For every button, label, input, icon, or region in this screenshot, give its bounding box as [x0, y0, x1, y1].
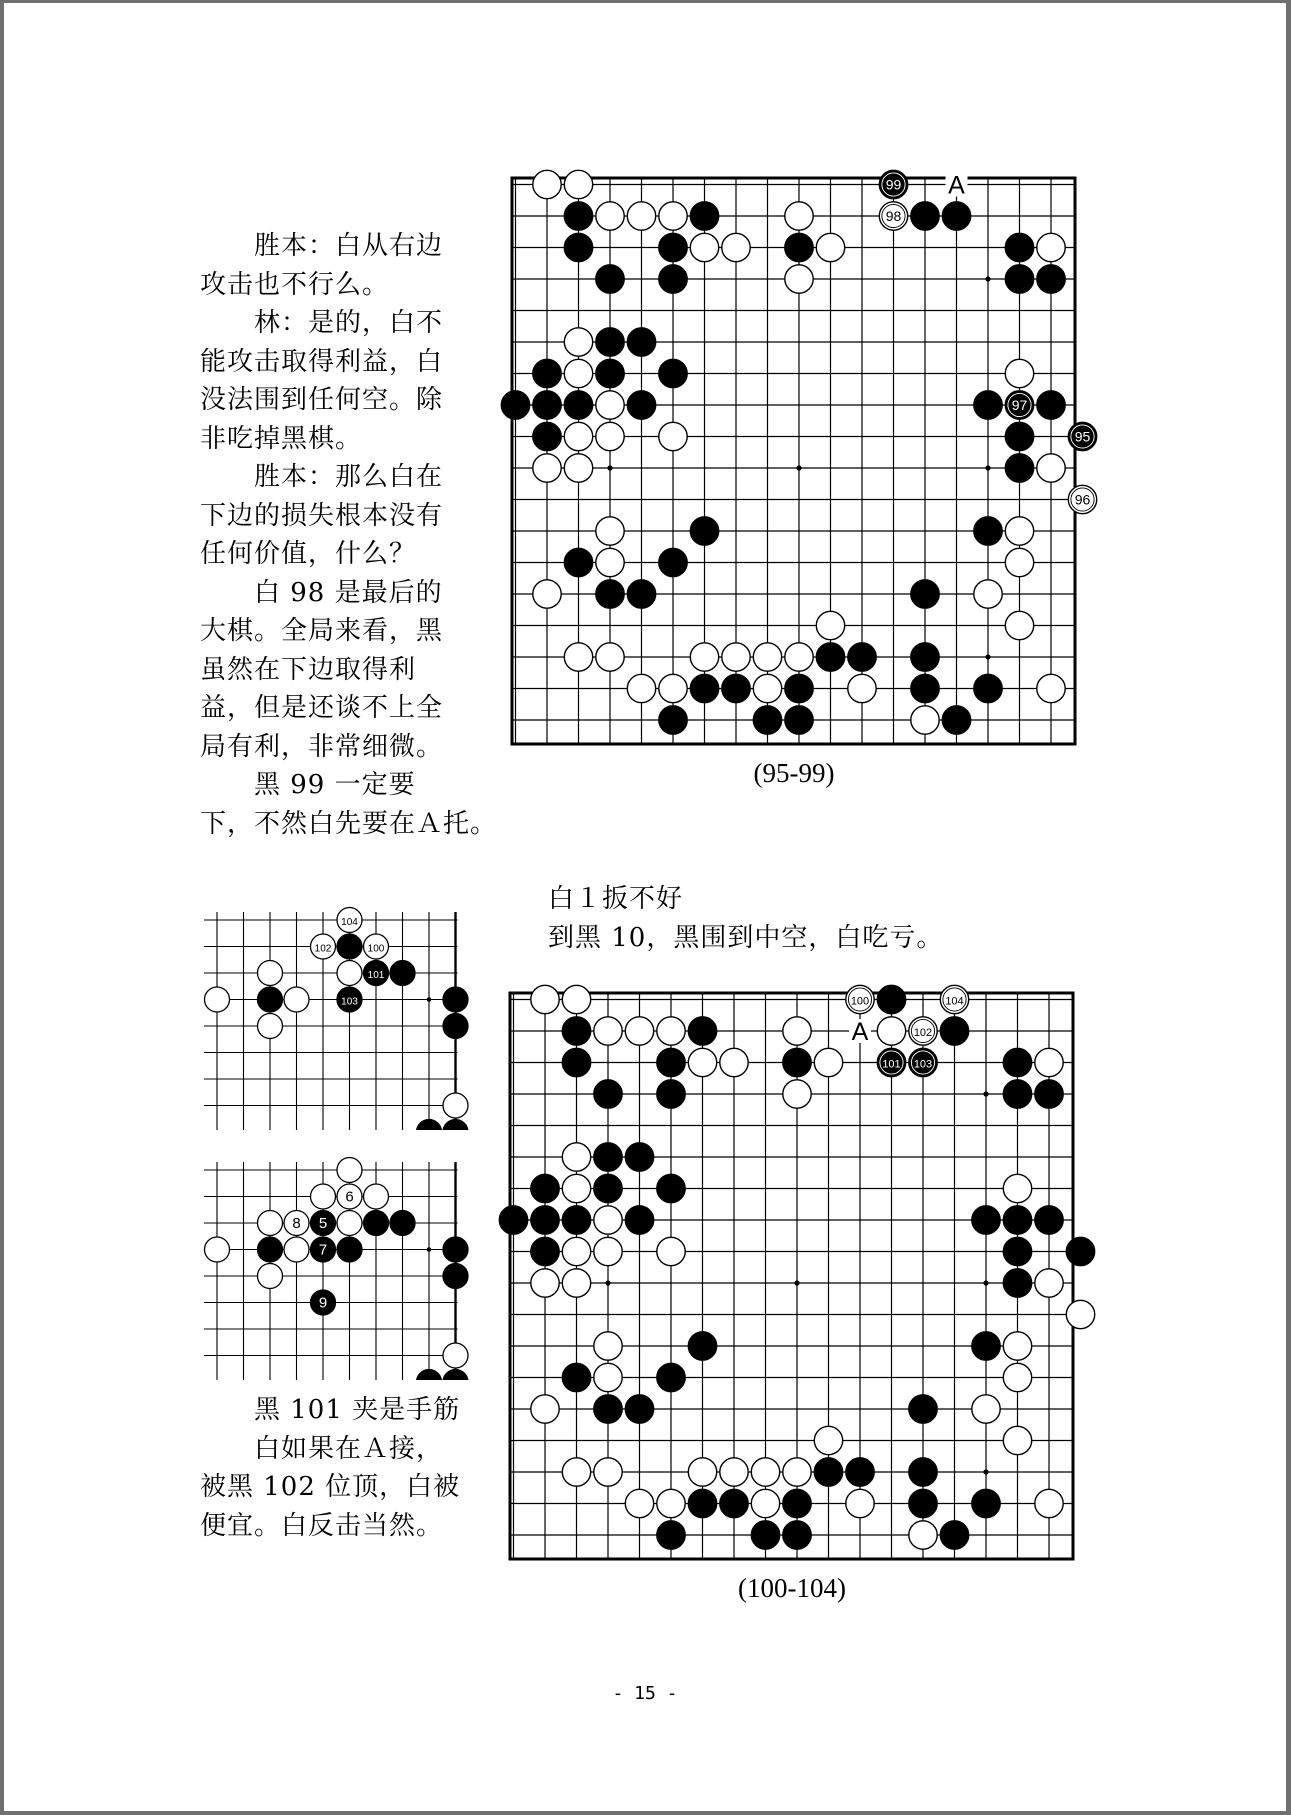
black-stone — [783, 1489, 811, 1517]
move-number: 99 — [885, 176, 902, 193]
text-line: 益，但是还谈不上全 — [200, 693, 444, 723]
white-stone — [690, 233, 718, 261]
text-line: 胜本：白从右边 — [200, 231, 444, 261]
white-stone — [1005, 359, 1033, 387]
move-number: 100 — [850, 995, 870, 1008]
black-stone — [443, 1370, 468, 1381]
white-stone — [659, 422, 687, 450]
black-stone — [564, 233, 592, 261]
white-stone — [690, 643, 718, 671]
black-stone — [562, 1206, 590, 1234]
black-stone — [625, 1143, 653, 1171]
black-stone — [311, 1290, 336, 1315]
white-stone — [974, 580, 1002, 608]
black-stone — [911, 674, 939, 702]
text-line: 下边的损失根本没有 — [200, 500, 444, 531]
star-point — [985, 276, 990, 281]
white-stone — [1003, 1426, 1031, 1454]
black-stone — [594, 1080, 622, 1108]
white-stone — [846, 1489, 874, 1517]
white-stone — [940, 985, 968, 1013]
white-stone — [627, 202, 655, 230]
text-line: 攻击也不行么。 — [200, 269, 390, 300]
black-stone — [258, 987, 283, 1012]
commentary-text-100-104 — [200, 1391, 460, 1545]
black-stone — [940, 1521, 968, 1549]
white-stone — [594, 1017, 622, 1045]
black-stone — [443, 1120, 468, 1131]
text-line: 大棋。全局来看，黑 — [200, 616, 444, 646]
black-stone — [877, 1048, 905, 1076]
black-stone — [690, 517, 718, 545]
star-point — [605, 1280, 610, 1285]
black-stone — [690, 202, 718, 230]
text-line: 胜本：那么白在 — [200, 462, 444, 492]
black-stone — [596, 265, 624, 293]
white-stone — [531, 985, 559, 1013]
white-stone — [722, 643, 750, 671]
white-stone — [337, 1158, 362, 1183]
black-stone — [911, 643, 939, 671]
black-stone — [596, 580, 624, 608]
black-stone — [816, 643, 844, 671]
black-stone — [390, 961, 415, 986]
star-point — [427, 1247, 432, 1252]
white-stone — [720, 1048, 748, 1076]
black-stone — [1037, 265, 1065, 293]
black-stone — [688, 1017, 716, 1045]
white-stone — [688, 1048, 716, 1076]
black-stone — [443, 987, 468, 1012]
star-point — [983, 1469, 988, 1474]
black-stone — [625, 1395, 653, 1423]
black-stone — [627, 391, 655, 419]
text-line: 虽然在下边取得利 — [200, 654, 417, 685]
white-stone — [1037, 233, 1065, 261]
white-stone — [533, 580, 561, 608]
black-stone — [625, 1206, 653, 1234]
move-number: 6 — [345, 1188, 354, 1206]
move-number: 96 — [1074, 491, 1091, 508]
point-marker: A — [851, 1018, 869, 1046]
white-stone — [562, 1269, 590, 1297]
black-stone — [1068, 422, 1096, 450]
black-stone — [531, 1174, 559, 1202]
white-stone — [909, 1017, 937, 1045]
white-stone — [284, 987, 309, 1012]
black-stone — [657, 1363, 685, 1391]
move-number: 95 — [1074, 428, 1091, 445]
white-stone — [783, 1017, 811, 1045]
black-stone — [390, 1211, 415, 1236]
black-stone — [531, 1206, 559, 1234]
black-stone — [909, 1458, 937, 1486]
move-number: 103 — [913, 1058, 933, 1071]
black-stone — [720, 1489, 748, 1517]
text-line: 局有利，非常细微。 — [200, 731, 444, 762]
black-stone — [1005, 454, 1033, 482]
white-stone — [562, 1458, 590, 1486]
white-stone — [659, 674, 687, 702]
white-stone — [816, 611, 844, 639]
go-variation-diagram-1 — [194, 898, 504, 1130]
black-stone — [1005, 265, 1033, 293]
white-stone — [564, 170, 592, 198]
white-stone — [205, 1237, 230, 1262]
white-stone — [814, 1426, 842, 1454]
diagram-caption-95-99: (95-99) — [753, 758, 835, 788]
white-stone — [596, 202, 624, 230]
black-stone — [659, 359, 687, 387]
white-stone — [877, 1017, 905, 1045]
white-stone — [284, 1237, 309, 1262]
move-number: 102 — [913, 1027, 933, 1039]
star-point — [983, 1091, 988, 1096]
commentary-text-95-99 — [200, 227, 497, 843]
move-number: 102 — [314, 943, 332, 955]
white-stone — [596, 422, 624, 450]
white-stone — [625, 1017, 653, 1045]
text-line: 便宜。白反击当然。 — [200, 1510, 444, 1541]
black-stone — [562, 1048, 590, 1076]
white-stone — [785, 643, 813, 671]
black-stone — [879, 170, 907, 198]
black-stone — [337, 1237, 362, 1262]
white-stone — [720, 1458, 748, 1486]
black-stone — [751, 1521, 779, 1549]
white-stone — [785, 202, 813, 230]
white-stone — [1035, 1269, 1063, 1297]
black-stone — [1005, 422, 1033, 450]
white-stone — [848, 674, 876, 702]
black-stone — [417, 1370, 442, 1381]
black-stone — [1003, 1269, 1031, 1297]
move-number: 9 — [318, 1294, 328, 1312]
text-line: 黑 101 夹是手筋 — [200, 1395, 461, 1425]
black-stone — [657, 1080, 685, 1108]
black-stone — [627, 580, 655, 608]
text-line: 白如果在Ａ接， — [200, 1433, 444, 1464]
white-stone — [1003, 1332, 1031, 1360]
black-stone — [722, 674, 750, 702]
white-stone — [564, 643, 592, 671]
black-stone — [531, 1237, 559, 1265]
text-line: 黑 99 一定要 — [200, 770, 416, 800]
white-stone — [627, 674, 655, 702]
white-stone — [311, 934, 336, 959]
black-stone — [562, 1017, 590, 1045]
white-stone — [785, 265, 813, 293]
go-board-diagram-100-104 — [482, 968, 1102, 1568]
black-stone — [562, 1363, 590, 1391]
move-number: 103 — [341, 996, 358, 1008]
black-stone — [911, 580, 939, 608]
page-number: - 15 - — [612, 1683, 678, 1704]
white-stone — [594, 1332, 622, 1360]
black-stone — [942, 706, 970, 734]
black-stone — [1003, 1080, 1031, 1108]
white-stone — [596, 517, 624, 545]
white-stone — [311, 1184, 336, 1209]
white-stone — [659, 202, 687, 230]
diagram-caption-100-104: (100-104) — [738, 1573, 846, 1603]
black-stone — [1005, 391, 1033, 419]
white-stone — [753, 674, 781, 702]
move-number: 5 — [318, 1215, 328, 1232]
text-line: 白 98 是最后的 — [200, 577, 443, 608]
black-stone — [1035, 1080, 1063, 1108]
black-stone — [258, 1237, 283, 1262]
star-point — [985, 654, 990, 659]
move-number: 8 — [292, 1215, 301, 1232]
black-stone — [337, 987, 362, 1012]
white-stone — [562, 1174, 590, 1202]
black-stone — [1037, 391, 1065, 419]
star-point — [985, 465, 990, 470]
white-stone — [1068, 485, 1096, 513]
black-stone — [594, 1174, 622, 1202]
black-stone — [785, 233, 813, 261]
white-stone — [258, 1211, 283, 1236]
black-stone — [785, 674, 813, 702]
star-point — [607, 465, 612, 470]
black-stone — [690, 674, 718, 702]
black-stone — [311, 1211, 336, 1236]
white-stone — [909, 1521, 937, 1549]
white-stone — [337, 908, 362, 933]
white-stone — [1003, 1363, 1031, 1391]
black-stone — [911, 202, 939, 230]
white-stone — [443, 1343, 468, 1368]
black-stone — [783, 1521, 811, 1549]
move-number: 100 — [367, 943, 385, 955]
black-stone — [443, 1014, 468, 1039]
variation-note — [548, 880, 943, 957]
white-stone — [594, 1363, 622, 1391]
white-stone — [594, 1458, 622, 1486]
white-stone — [816, 233, 844, 261]
black-stone — [657, 1048, 685, 1076]
white-stone — [258, 961, 283, 986]
black-stone — [753, 706, 781, 734]
white-stone — [1066, 1300, 1094, 1328]
document-page — [4, 3, 1286, 1811]
black-stone — [940, 1017, 968, 1045]
black-stone — [783, 1048, 811, 1076]
black-stone — [974, 391, 1002, 419]
black-stone — [596, 328, 624, 356]
black-stone — [972, 1332, 1000, 1360]
black-stone — [1003, 1237, 1031, 1265]
white-stone — [1035, 1048, 1063, 1076]
white-stone — [596, 391, 624, 419]
black-stone — [364, 1211, 389, 1236]
white-stone — [1037, 454, 1065, 482]
white-stone — [751, 1489, 779, 1517]
black-stone — [688, 1489, 716, 1517]
black-stone — [659, 548, 687, 576]
move-number: 101 — [882, 1058, 901, 1071]
black-stone — [974, 674, 1002, 702]
star-point — [427, 997, 432, 1002]
black-stone — [1005, 233, 1033, 261]
white-stone — [594, 1237, 622, 1265]
star-point — [794, 1280, 799, 1285]
black-stone — [877, 985, 905, 1013]
white-stone — [751, 1458, 779, 1486]
star-point — [983, 1280, 988, 1285]
white-stone — [1035, 1489, 1063, 1517]
white-stone — [337, 1211, 362, 1236]
white-stone — [1037, 674, 1065, 702]
white-stone — [564, 454, 592, 482]
white-stone — [594, 1206, 622, 1234]
white-stone — [814, 1048, 842, 1076]
black-stone — [364, 961, 389, 986]
white-stone — [564, 359, 592, 387]
white-stone — [564, 422, 592, 450]
white-stone — [531, 1395, 559, 1423]
black-stone — [972, 1206, 1000, 1234]
white-stone — [657, 1237, 685, 1265]
white-stone — [753, 643, 781, 671]
black-stone — [659, 233, 687, 261]
white-stone — [911, 706, 939, 734]
white-stone — [443, 1093, 468, 1118]
white-stone — [688, 1458, 716, 1486]
black-stone — [846, 1458, 874, 1486]
move-number: 97 — [1011, 397, 1028, 413]
black-stone — [942, 202, 970, 230]
text-line: 下，不然白先要在Ａ托。 — [200, 808, 498, 839]
black-stone — [443, 1264, 468, 1289]
move-number: 98 — [885, 208, 902, 224]
move-number: 101 — [367, 970, 385, 981]
move-number: 7 — [318, 1241, 328, 1259]
text-line: 白１扳不好 — [548, 884, 684, 914]
point-marker: A — [948, 171, 965, 200]
black-stone — [443, 1237, 468, 1262]
black-stone — [909, 1395, 937, 1423]
black-stone — [564, 202, 592, 230]
black-stone — [1003, 1206, 1031, 1234]
black-stone — [594, 1395, 622, 1423]
white-stone — [879, 202, 907, 230]
white-stone — [337, 1184, 362, 1209]
text-line: 到黑 10，黑围到中空，白吃亏。 — [548, 922, 944, 953]
white-stone — [625, 1489, 653, 1517]
white-stone — [533, 170, 561, 198]
black-stone — [627, 328, 655, 356]
white-stone — [205, 987, 230, 1012]
black-stone — [1003, 1048, 1031, 1076]
white-stone — [657, 1017, 685, 1045]
text-line: 林：是的，白不 — [200, 308, 444, 338]
white-stone — [364, 934, 389, 959]
text-line: 被黑 102 位顶，白被 — [200, 1472, 461, 1502]
white-stone — [337, 961, 362, 986]
text-line: 非吃掉黑棋。 — [200, 423, 363, 454]
white-stone — [596, 548, 624, 576]
white-stone — [722, 233, 750, 261]
black-stone — [594, 1143, 622, 1171]
black-stone — [533, 422, 561, 450]
white-stone — [564, 328, 592, 356]
black-stone — [785, 706, 813, 734]
black-stone — [564, 391, 592, 419]
black-stone — [533, 359, 561, 387]
white-stone — [562, 1143, 590, 1171]
black-stone — [499, 1206, 527, 1234]
white-stone — [783, 1080, 811, 1108]
black-stone — [501, 391, 529, 419]
black-stone — [659, 706, 687, 734]
text-line: 能攻击取得利益，白 — [200, 346, 444, 377]
black-stone — [972, 1489, 1000, 1517]
white-stone — [1005, 548, 1033, 576]
star-point — [796, 465, 801, 470]
white-stone — [783, 1458, 811, 1486]
white-stone — [284, 1211, 309, 1236]
white-stone — [972, 1395, 1000, 1423]
black-stone — [657, 1521, 685, 1549]
text-line: 任何价值，什么？ — [200, 539, 417, 569]
black-stone — [688, 1332, 716, 1360]
black-stone — [1035, 1206, 1063, 1234]
black-stone — [848, 643, 876, 671]
text-line: 没法围到任何空。除 — [200, 385, 444, 415]
black-stone — [417, 1120, 442, 1131]
black-stone — [657, 1174, 685, 1202]
white-stone — [1005, 611, 1033, 639]
black-stone — [533, 391, 561, 419]
black-stone — [337, 934, 362, 959]
black-stone — [659, 265, 687, 293]
white-stone — [258, 1264, 283, 1289]
black-stone — [596, 359, 624, 387]
go-variation-diagram-2 — [194, 1148, 504, 1380]
white-stone — [531, 1269, 559, 1297]
black-stone — [311, 1237, 336, 1262]
white-stone — [258, 1014, 283, 1039]
white-stone — [533, 454, 561, 482]
white-stone — [562, 1237, 590, 1265]
white-stone — [1005, 517, 1033, 545]
move-number: 104 — [945, 995, 964, 1008]
go-board-diagram-95-99 — [484, 153, 1104, 753]
white-stone — [562, 985, 590, 1013]
black-stone — [909, 1489, 937, 1517]
white-stone — [1003, 1174, 1031, 1202]
white-stone — [364, 1184, 389, 1209]
black-stone — [1066, 1237, 1094, 1265]
black-stone — [814, 1458, 842, 1486]
white-stone — [657, 1489, 685, 1517]
white-stone — [596, 643, 624, 671]
move-number: 104 — [341, 917, 358, 928]
black-stone — [974, 517, 1002, 545]
black-stone — [564, 548, 592, 576]
white-stone — [846, 985, 874, 1013]
black-stone — [909, 1048, 937, 1076]
